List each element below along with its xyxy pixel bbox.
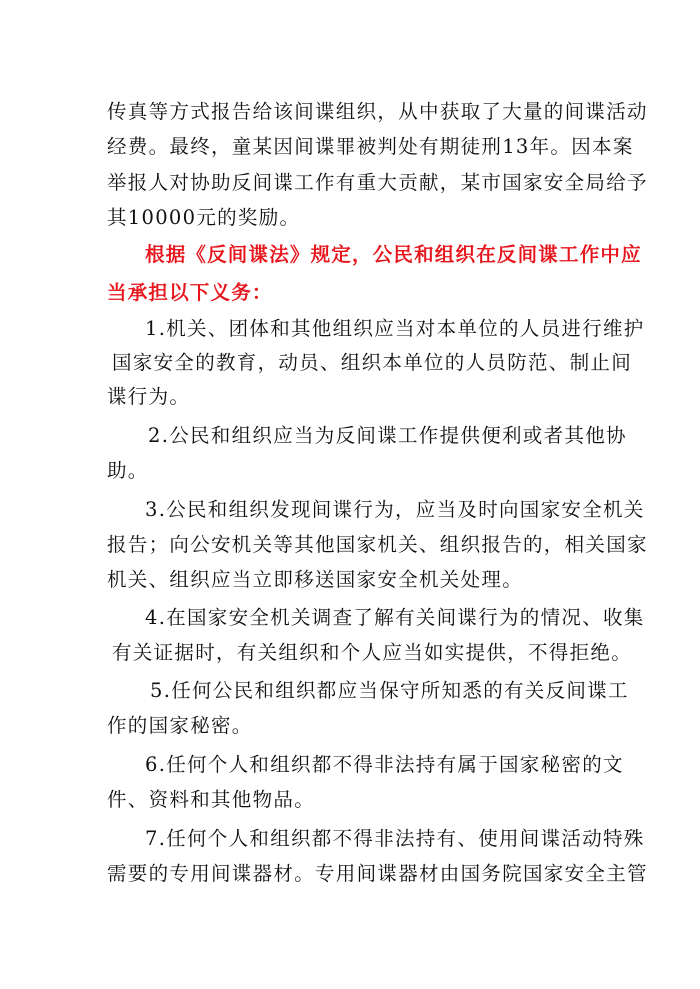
item-7-line-1: 7.任何个人和组织都不得非法持有、使用间谍活动特殊 bbox=[145, 827, 645, 850]
item-1-line-3: 谍行为。 bbox=[107, 385, 191, 408]
intro-line-3: 举报人对协助反间谍工作有重大贡献，某市国家安全局给予 bbox=[107, 171, 648, 194]
item-3-line-3: 机关、组织应当立即移送国家安全机关处理。 bbox=[107, 568, 524, 591]
item-7-line-2: 需要的专用间谍器材。专用间谍器材由国务院国家安全主管 bbox=[107, 862, 648, 885]
item-4-line-2: 有关证据时，有关组织和个人应当如实提供，不得拒绝。 bbox=[112, 641, 633, 664]
item-6-line-1: 6.任何个人和组织都不得非法持有属于国家秘密的文 bbox=[145, 753, 624, 776]
item-5-line-2: 作的国家秘密。 bbox=[107, 714, 253, 737]
item-5-line-1: 5.任何公民和组织都应当保守所知悉的有关反间谍工 bbox=[150, 679, 629, 702]
intro-line-2: 经费。最终，童某因间谍罪被判处有期徒刑13年。因本案 bbox=[107, 135, 634, 158]
item-1-line-1: 1.机关、团体和其他组织应当对本单位的人员进行维护 bbox=[145, 317, 645, 340]
item-3-line-1: 3.公民和组织发现间谍行为，应当及时向国家安全机关 bbox=[145, 498, 645, 521]
item-3-line-2: 报告；向公安机关等其他国家机关、组织报告的，相关国家 bbox=[107, 533, 648, 556]
intro-line-4: 其10000元的奖励。 bbox=[107, 206, 301, 229]
item-2-line-1: 2.公民和组织应当为反间谍工作提供便利或者其他协 bbox=[148, 424, 627, 447]
intro-line-1: 传真等方式报告给该间谍组织，从中获取了大量的间谍活动 bbox=[107, 100, 648, 123]
item-1-line-2: 国家安全的教育，动员、组织本单位的人员防范、制止间 bbox=[112, 351, 633, 374]
item-2-line-2: 助。 bbox=[107, 459, 149, 482]
item-4-line-1: 4.在国家安全机关调查了解有关间谍行为的情况、收集 bbox=[145, 606, 645, 629]
item-6-line-2: 件、资料和其他物品。 bbox=[107, 788, 316, 811]
heading-line-2: 当承担以下义务： bbox=[107, 281, 273, 304]
heading-line-1: 根据《反间谍法》规定，公民和组织在反间谍工作中应 bbox=[145, 243, 642, 266]
